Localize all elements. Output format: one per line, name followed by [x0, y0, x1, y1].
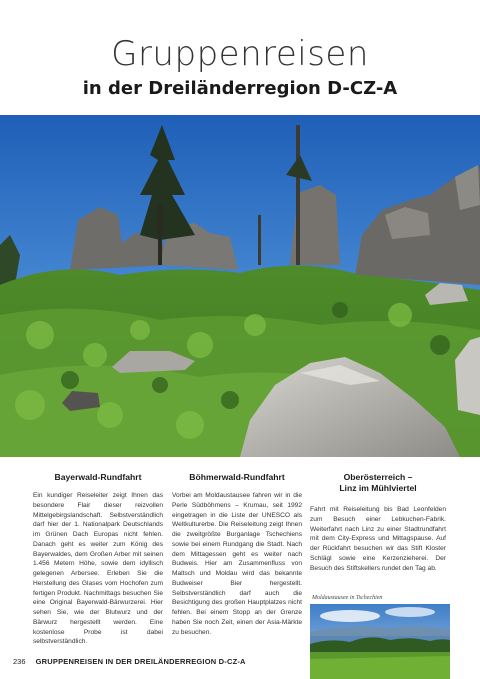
column-heading: Böhmerwald-Rundfahrt [189, 472, 285, 482]
column-heading: Bayerwald-Rundfahrt [54, 472, 142, 482]
page-footer [13, 657, 246, 666]
column-text: Ein kundiger Reiseleiter zeigt Ihnen das besondere Flair dieser reizvollen Mittelgebirgslandschaft. Selbstverständlich darf hier der 1. Nationalpark Deutschlands im Grünen Dach Europas nicht fehlen. Danach geht es weiter zum König des Bayerwaldes, dem Großen Arber mit seinen 1.456 Metern Höhe, sowie dem idyllisch gelegenen Arbersee. Erleben Sie die Herstellung des Glases vom Hochofen zum fertigen Produkt. Nachmittags besuchen Sie eine Original Bayerwald-Bärwurzerei. Hier sehen Sie, wie der Blutwurz und der Bärwurz hergestellt werden. Eine kostenlose Probe ist dabei selbstverständlich. [33, 492, 163, 646]
column-bayerwald [33, 472, 163, 647]
column-heading: Oberösterreich – Linz im Mühlviertel [339, 472, 417, 493]
column-oberoesterreich [310, 472, 446, 573]
column-text: Fahrt mit Reiseleitung bis Bad Leonfelden zum Besuch einer Lebkuchen-Fabrik. Weiterfahrt nach Linz zu einer Stadtrundfahrt mit dem City-Express und Mittagspause. Auf der Rückfahrt besuchen wir das Stift Kloster Schlägl sowie eine Kerzenzieherei. Der Besuch des Stiftskellers rundet den Tag ab. [310, 506, 446, 572]
lake-photo [310, 604, 450, 679]
hero-photo-rock-landscape [0, 115, 480, 457]
page-number: 236 [13, 657, 26, 666]
page-subtitle: in der Dreiländerregion D-CZ-A [82, 78, 398, 99]
footer-title: GRUPPENREISEN IN DER DREILÄNDERREGION D-CZ-A [35, 657, 246, 666]
page-title: Gruppenreisen [111, 34, 369, 74]
column-text: Vorbei am Moldaustausee fahren wir in die Perle Südböhmens – Krumau, seit 1992 eingetragen in die Liste der UNESCO als Weltkulturerbe. Die Reiseleitung zeigt Ihnen die zweitgrößte Burganlage Tschechiens sowie bei einem Rundgang die Stadt. Nach dem Mittagessen geht es weiter nach Budweis. Hier am Zusammenfluss von Maltsch und Moldau wird das bekannte Budweiser Bier hergestellt. Selbstverständlich darf auch die Besichtigung des großen Hauptplatzes nicht fehlen. Bei einem Stopp an der Grenze haben Sie noch Zeit, einen der Asia-Märkte zu besuchen. [172, 492, 302, 636]
photo-caption: Moldaustausee in Tschechien [312, 595, 383, 601]
column-boehmerwald [172, 472, 302, 637]
